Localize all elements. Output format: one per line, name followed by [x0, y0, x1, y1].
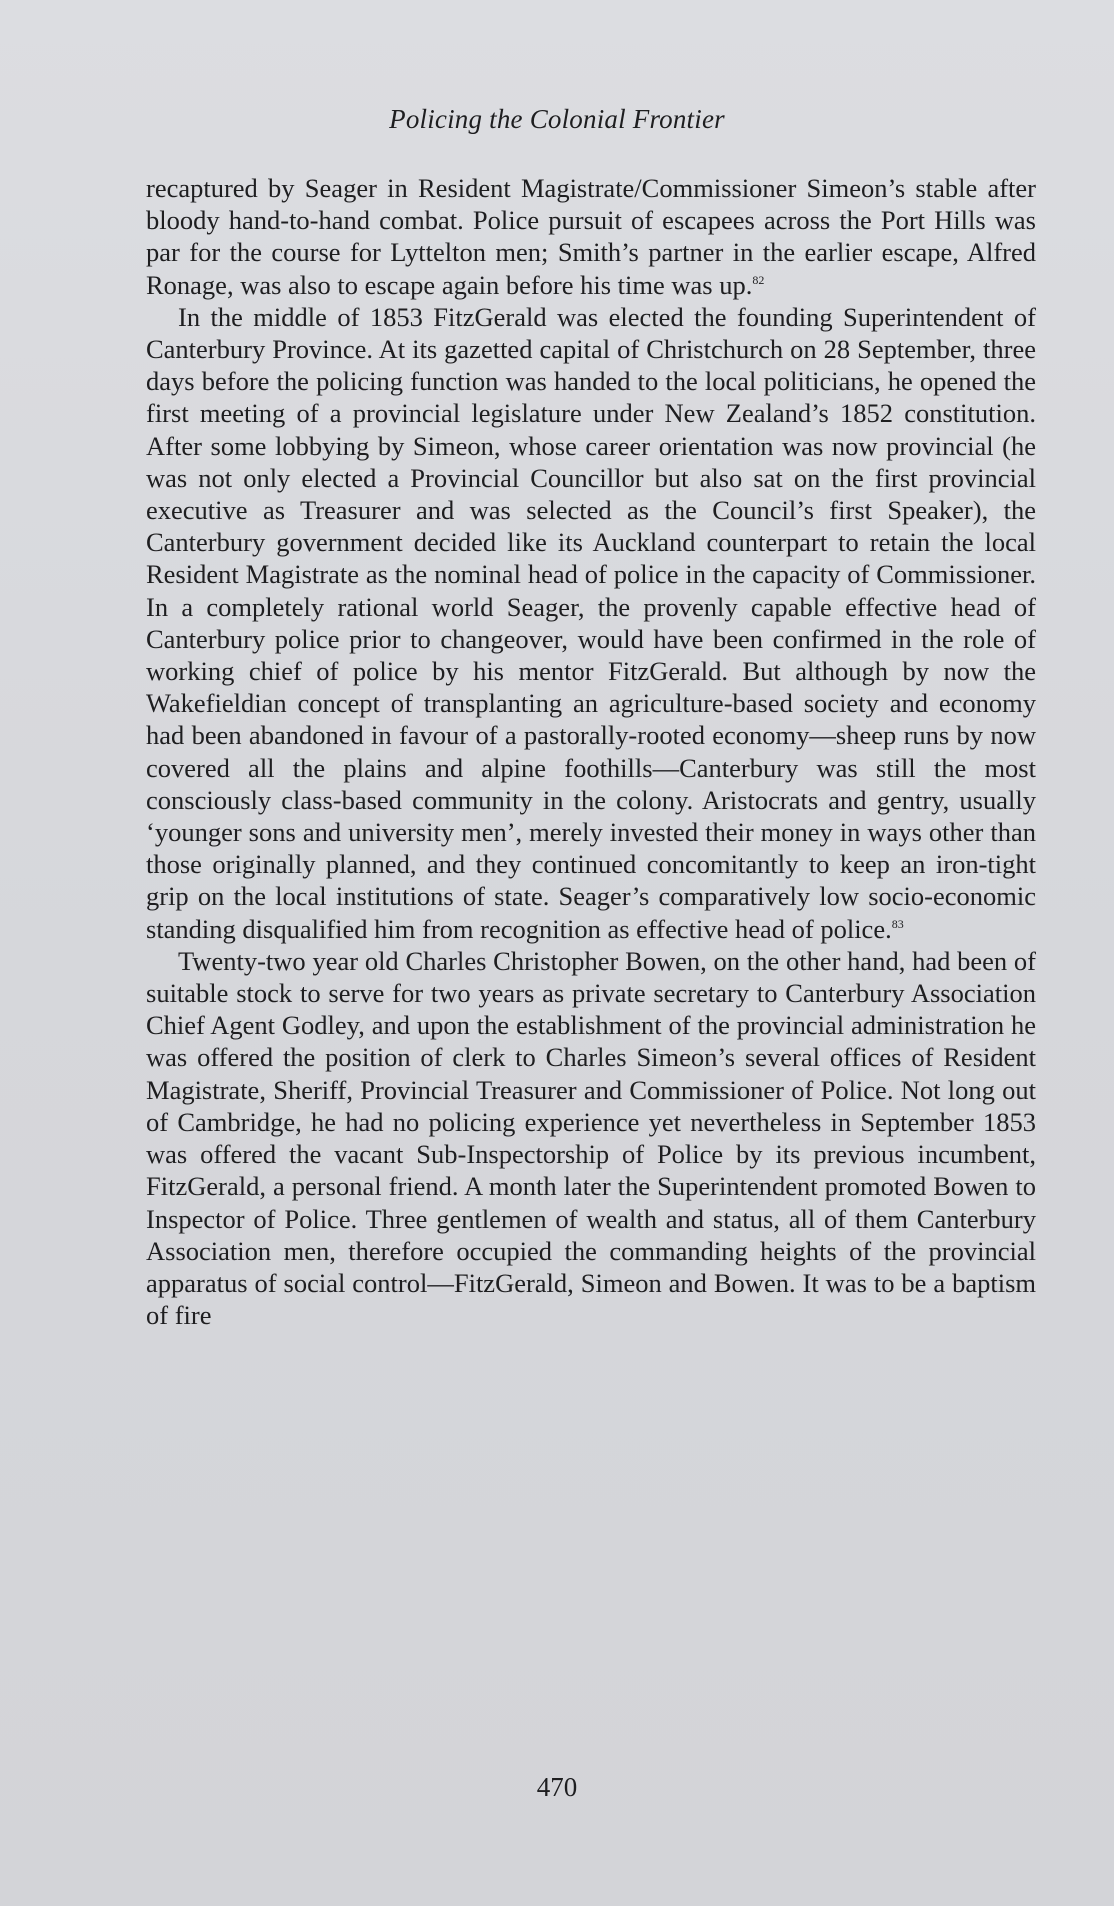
paragraph-text: recaptured by Seager in Resident Magistrate/Commissioner Simeon’s stable after bloody hand-to-hand combat. Police pursuit of escapees across the Port Hills was par for the course for Lyttelton men; Smith’s partner in the earlier escape, Alfred Ronage, was also to escape again before his time was up. — [146, 173, 1036, 300]
paragraph-text: Twenty-two year old Charles Christopher Bowen, on the other hand, had been of suitable stock to serve for two years as private secretary to Canterbury Association Chief Agent Godley, and upon the establishment of the provincial administration he was offered the position of clerk to Charles Simeon’s several offices of Resident Magistrate, Sheriff, Provincial Treasurer and Commissioner of Police. Not long out of Cambridge, he had no policing experience yet nevertheless in September 1853 was offered the vacant Sub-Inspectorship of Police by its previous incumbent, FitzGerald, a personal friend. A month later the Superintendent promoted Bowen to Inspector of Police. Three gentlemen of wealth and status, all of them Canterbury Association men, therefore occupied the commanding heights of the provincial apparatus of social control—FitzGerald, Simeon and Bowen. It was to be a baptism of fire — [146, 945, 1036, 1331]
page-number: 470 — [536, 1772, 578, 1802]
footnote-reference: 83 — [891, 916, 904, 931]
paragraph — [146, 172, 1036, 301]
paragraph — [146, 301, 1036, 945]
paragraph — [146, 945, 1036, 1331]
paragraph-text: In the middle of 1853 FitzGerald was elected the founding Superintendent of Canterbury Province. At its gazetted capital of Christchurch on 28 September, three days before the policing function was handed to the local politicians, he opened the first meeting of a provincial legislature under New Zealand’s 1852 constitution. After some lobbying by Simeon, whose career orientation was now provincial (he was not only elected a Provincial Councillor but also sat on the first provincial executive as Treasurer and was selected as the Council’s first Speaker), the Canterbury government decided like its Auckland counterpart to retain the local Resident Magistrate as the nominal head of police in the capacity of Commissioner. In a completely rational world Seager, the provenly capable effective head of Canterbury police prior to changeover, would have been confirmed in the role of working chief of police by his mentor FitzGerald. But although by now the Wakefieldian concept of transplanting an agriculture-based society and economy had been abandoned in favour of a pastorally-rooted economy—sheep runs by now covered all the plains and alpine foothills—Canterbury was still the most consciously class-based community in the colony. Aristocrats and gentry, usually ‘younger sons and university men’, merely invested their money in ways other than those originally planned, and they continued concomitantly to keep an iron-tight grip on the local institutions of state. Seager’s comparatively low socio-economic standing disqualified him from recognition as effective head of police. — [146, 301, 1036, 944]
body-text — [146, 172, 1036, 1331]
footnote-reference: 82 — [752, 272, 765, 287]
running-head: Policing the Colonial Frontier — [389, 104, 725, 134]
